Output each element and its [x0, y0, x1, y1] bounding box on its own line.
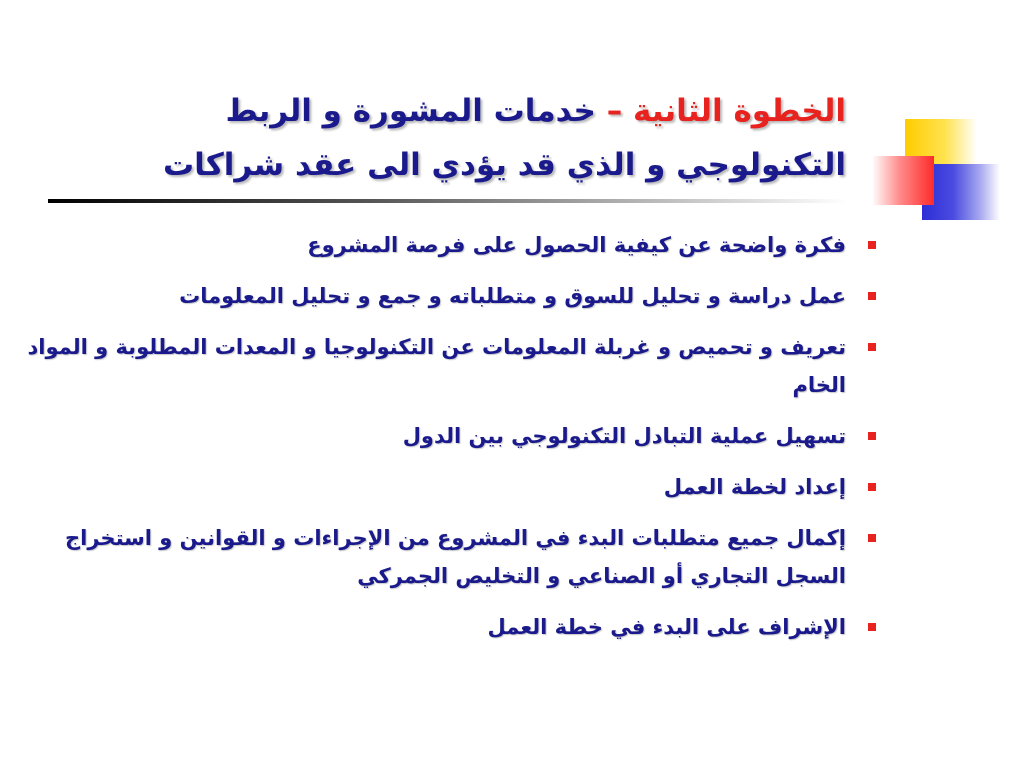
title-line-1 — [86, 84, 846, 138]
bullet-square-icon — [868, 432, 876, 440]
title-line-2: التكنولوجي و الذي قد يؤدي الى عقد شراكات — [162, 147, 846, 183]
bullet-item — [10, 226, 876, 264]
bullet-text: فكرة واضحة عن كيفية الحصول على فرصة المشروع — [307, 233, 846, 257]
bullet-square-icon — [868, 343, 876, 351]
bullet-item — [10, 519, 876, 595]
bullet-square-icon — [868, 623, 876, 631]
title-divider — [48, 199, 848, 203]
title-dash: – — [595, 93, 633, 129]
bullet-text: الإشراف على البدء في خطة العمل — [487, 615, 846, 639]
bullet-item — [10, 328, 876, 404]
bullet-text: عمل دراسة و تحليل للسوق و متطلباته و جمع و تحليل المعلومات — [179, 284, 846, 308]
bullet-item — [10, 277, 876, 315]
bullet-text: إعداد لخطة العمل — [663, 475, 846, 499]
bullet-square-icon — [868, 241, 876, 249]
bullet-item — [10, 417, 876, 455]
bullet-item — [10, 608, 876, 646]
bullet-square-icon — [868, 292, 876, 300]
bullet-list — [10, 226, 876, 659]
title-highlight: الخطوة الثانية — [633, 93, 846, 129]
bullet-text: تعريف و تحميص و غربلة المعلومات عن التكنولوجيا و المعدات المطلوبة و المواد الخام — [27, 335, 846, 397]
decorative-red-square — [872, 156, 934, 205]
slide-title — [86, 84, 846, 192]
title-line-1-rest: خدمات المشورة و الربط — [225, 93, 596, 129]
bullet-square-icon — [868, 483, 876, 491]
bullet-item — [10, 468, 876, 506]
bullet-text: تسهيل عملية التبادل التكنولوجي بين الدول — [402, 424, 846, 448]
bullet-text: إكمال جميع متطلبات البدء في المشروع من الإجراءات و القوانين و استخراج السجل التجاري أو الصناعي و التخليص الجمركي — [65, 526, 846, 588]
bullet-square-icon — [868, 534, 876, 542]
